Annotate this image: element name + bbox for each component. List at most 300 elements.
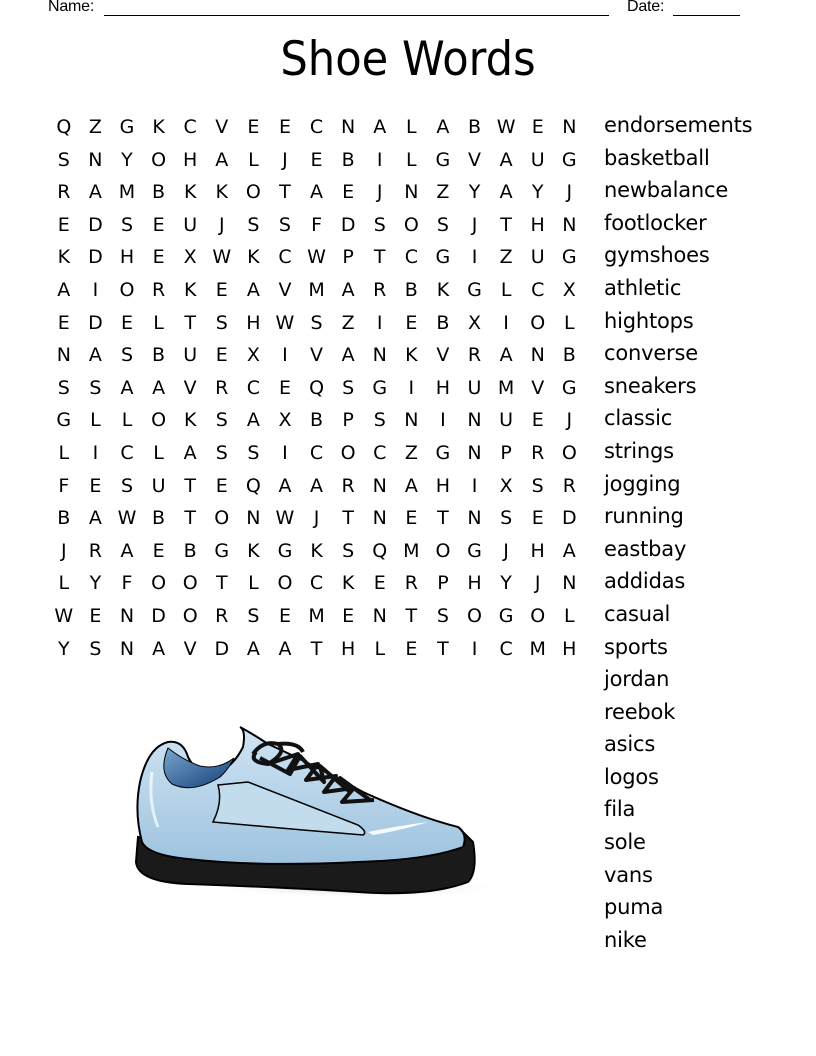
grid-cell[interactable]: R [373,278,387,301]
grid-cell[interactable]: S [531,474,544,497]
grid-cell[interactable]: Z [88,116,102,138]
grid-cell[interactable]: E [57,311,70,334]
grid-cell[interactable]: P [437,572,449,595]
grid-cell[interactable]: E [531,507,544,530]
grid-cell[interactable]: A [278,637,292,660]
grid-cell[interactable]: O [467,604,482,627]
grid-cell[interactable]: J [471,213,478,236]
grid-cell[interactable]: H [119,246,135,269]
grid-cell[interactable]: W [117,507,137,530]
grid-cell[interactable]: V [310,344,324,367]
grid-cell[interactable]: C [309,572,324,595]
grid-cell[interactable]: E [278,116,291,138]
grid-cell[interactable]: L [564,604,575,627]
grid-cell[interactable]: C [183,116,197,138]
grid-cell[interactable]: E [373,572,386,595]
grid-cell[interactable]: K [310,539,323,562]
grid-cell[interactable]: E [152,246,165,269]
grid-cell[interactable]: A [499,344,513,367]
grid-cell[interactable]: X [468,311,482,334]
grid-cell[interactable]: U [183,213,198,236]
grid-cell[interactable]: E [278,376,291,399]
grid-cell[interactable]: R [215,376,229,399]
grid-cell[interactable]: J [534,572,541,595]
grid-cell[interactable]: T [184,507,196,530]
grid-cell[interactable]: Z [436,181,450,204]
grid-cell[interactable]: J [218,213,225,236]
grid-cell[interactable]: E [57,213,70,236]
grid-cell[interactable]: L [406,116,417,138]
grid-cell[interactable]: C [499,637,513,660]
word-list-item: reebok [604,699,676,724]
grid-cell[interactable]: A [310,474,324,497]
grid-cell[interactable]: G [119,116,135,138]
grid-cell[interactable]: K [183,278,197,301]
grid-cell[interactable]: N [372,604,387,627]
grid-cell[interactable]: A [278,474,292,497]
grid-cell[interactable]: V [215,116,229,138]
grid-cell[interactable]: R [57,181,71,204]
grid-cell[interactable]: O [119,278,135,301]
grid-cell[interactable]: D [88,311,103,334]
grid-cell[interactable]: T [184,311,196,334]
grid-cell[interactable]: I [376,148,383,171]
grid-cell[interactable]: I [471,637,478,660]
grid-cell[interactable]: T [437,637,449,660]
grid-cell[interactable]: S [120,213,134,236]
grid-cell[interactable]: D [214,637,230,660]
grid-cell[interactable]: J [503,539,509,562]
grid-cell[interactable]: B [57,507,71,530]
grid-cell[interactable]: A [183,441,197,464]
grid-cell[interactable]: O [561,441,577,464]
grid-cell[interactable]: M [308,278,325,301]
grid-cell[interactable]: L [248,148,259,171]
grid-cell[interactable]: C [404,246,418,269]
grid-cell[interactable]: E [89,604,102,627]
grid-cell[interactable]: E [342,181,355,204]
grid-cell[interactable]: O [214,507,230,530]
grid-cell[interactable]: D [151,604,166,627]
grid-cell[interactable]: N [404,409,419,432]
grid-cell[interactable]: N [341,116,356,138]
grid-cell[interactable]: Q [56,116,72,138]
grid-cell[interactable]: D [561,507,577,530]
grid-cell[interactable]: H [530,539,545,562]
grid-cell[interactable]: I [471,246,478,269]
grid-cell[interactable]: S [57,148,70,171]
grid-cell[interactable]: C [278,246,292,269]
grid-cell[interactable]: Z [499,246,513,269]
grid-cell[interactable]: N [404,181,419,204]
grid-cell[interactable]: F [311,213,323,236]
grid-cell[interactable]: S [247,441,260,464]
grid-cell[interactable]: A [562,539,576,562]
grid-cell[interactable]: R [215,604,229,627]
grid-cell[interactable]: O [245,181,261,204]
grid-cell[interactable]: T [184,474,196,497]
grid-cell[interactable]: A [88,181,102,204]
grid-cell[interactable]: D [340,213,356,236]
grid-cell[interactable]: B [467,116,482,138]
grid-cell[interactable]: B [152,507,166,530]
grid-cell[interactable]: M [497,376,515,399]
grid-cell[interactable]: D [88,213,103,236]
grid-cell[interactable]: O [435,539,451,562]
grid-cell[interactable]: A [373,116,387,138]
grid-cell[interactable]: E [310,148,323,171]
grid-cell[interactable]: G [435,441,451,464]
grid-cell[interactable]: A [499,148,513,171]
grid-cell[interactable]: P [500,441,512,464]
grid-cell[interactable]: A [499,181,513,204]
grid-cell[interactable]: W [54,604,74,627]
grid-cell[interactable]: O [182,604,198,627]
grid-cell[interactable]: G [561,148,577,171]
grid-cell[interactable]: E [120,311,133,334]
grid-cell[interactable]: G [372,376,388,399]
grid-cell[interactable]: T [373,246,386,269]
grid-cell[interactable]: M [308,604,325,627]
grid-cell[interactable]: V [468,148,482,171]
grid-cell[interactable]: H [340,637,356,660]
grid-cell[interactable]: S [89,637,102,660]
grid-cell[interactable]: E [89,474,102,497]
grid-cell[interactable]: O [151,148,167,171]
grid-cell[interactable]: Y [121,148,133,171]
grid-cell[interactable]: J [566,409,573,432]
grid-cell[interactable]: V [278,278,292,301]
grid-cell[interactable]: J [313,507,320,530]
grid-cell[interactable]: X [562,278,576,301]
grid-cell[interactable]: G [214,539,230,562]
grid-cell[interactable]: B [341,148,355,171]
grid-cell[interactable]: N [372,344,387,367]
grid-cell[interactable]: B [404,278,418,301]
grid-cell[interactable]: U [151,474,166,497]
grid-cell[interactable]: H [467,572,482,595]
grid-cell[interactable]: S [278,213,291,236]
grid-cell[interactable]: E [531,409,544,432]
grid-cell[interactable]: G [56,409,72,432]
grid-cell[interactable]: R [341,474,355,497]
grid-cell[interactable]: I [471,474,478,497]
grid-cell[interactable]: S [373,213,386,236]
grid-cell[interactable]: W [212,246,232,269]
grid-cell[interactable]: X [246,344,260,367]
grid-cell[interactable]: O [277,572,293,595]
grid-cell[interactable]: S [215,441,228,464]
grid-cell[interactable]: A [246,637,260,660]
grid-cell[interactable]: A [341,278,355,301]
grid-cell[interactable]: G [498,604,514,627]
grid-cell[interactable]: H [435,376,451,399]
word-list-item: footlocker [604,210,707,235]
grid-cell[interactable]: V [531,376,545,399]
grid-cell[interactable]: R [151,278,166,301]
grid-cell[interactable]: V [183,637,197,660]
grid-cell[interactable]: H [530,213,545,236]
grid-cell[interactable]: A [246,409,260,432]
grid-cell[interactable]: E [215,278,228,301]
grid-cell[interactable]: L [500,278,512,301]
grid-cell[interactable]: O [151,409,167,432]
grid-cell[interactable]: X [499,474,513,497]
grid-cell[interactable]: G [277,539,293,562]
grid-cell[interactable]: K [405,344,418,367]
grid-cell[interactable]: C [531,278,545,301]
grid-cell[interactable]: V [436,344,450,367]
grid-cell[interactable]: A [57,278,71,301]
grid-cell[interactable]: X [278,409,292,432]
grid-cell[interactable]: H [246,311,261,334]
grid-cell[interactable]: S [500,507,513,530]
grid-cell[interactable]: A [152,637,166,660]
grid-cell[interactable]: S [342,539,355,562]
grid-cell[interactable]: K [57,246,71,269]
grid-cell[interactable]: L [90,409,101,432]
grid-cell[interactable]: G [561,376,577,399]
grid-cell[interactable]: S [342,376,355,399]
grid-cell[interactable]: N [246,507,261,530]
grid-cell[interactable]: X [183,246,197,269]
grid-cell[interactable]: A [88,507,102,530]
grid-cell[interactable]: E [342,604,355,627]
grid-cell[interactable]: L [248,572,259,595]
grid-cell[interactable]: W [275,311,295,334]
word-list-item: gymshoes [604,243,710,268]
grid-cell[interactable]: N [467,507,482,530]
grid-cell[interactable]: U [530,246,545,269]
grid-cell[interactable]: Z [341,311,355,334]
grid-cell[interactable]: E [152,539,165,562]
grid-cell[interactable]: E [278,604,291,627]
grid-cell[interactable]: A [310,181,324,204]
grid-cell[interactable]: I [92,278,99,301]
grid-cell[interactable]: A [341,344,355,367]
grid-cell[interactable]: E [405,507,418,530]
word-list-item: casual [604,601,671,626]
grid-cell[interactable]: A [404,474,418,497]
grid-cell[interactable]: K [152,116,165,138]
grid-cell[interactable]: Y [500,572,512,595]
grid-cell[interactable]: H [562,637,577,660]
grid-cell[interactable]: S [436,604,449,627]
grid-cell[interactable]: N [372,474,387,497]
grid-cell[interactable]: Y [531,181,544,204]
grid-cell[interactable]: J [376,181,383,204]
word-list-item: hightops [604,308,694,333]
grid-cell[interactable]: E [405,311,418,334]
grid-cell[interactable]: N [467,441,482,464]
grid-cell[interactable]: S [89,376,102,399]
grid-cell[interactable]: A [246,278,260,301]
grid-cell[interactable]: B [183,539,197,562]
grid-cell[interactable]: O [403,213,419,236]
grid-cell[interactable]: K [341,572,355,595]
grid-cell[interactable]: S [310,311,323,334]
grid-cell[interactable]: S [120,344,134,367]
grid-cell[interactable]: R [404,572,418,595]
grid-cell[interactable]: E [215,474,228,497]
grid-cell[interactable]: S [57,376,70,399]
grid-cell[interactable]: J [566,181,573,204]
grid-cell[interactable]: K [215,181,228,204]
grid-cell[interactable]: R [531,441,545,464]
grid-cell[interactable]: W [496,116,516,138]
grid-cell[interactable]: Y [89,572,102,595]
grid-cell[interactable]: T [215,572,228,595]
grid-cell[interactable]: M [403,539,420,562]
grid-cell[interactable]: B [310,409,324,432]
grid-cell[interactable]: W [307,246,326,269]
grid-cell[interactable]: Y [57,637,70,660]
letter-grid [48,111,585,665]
grid-cell[interactable]: N [119,637,135,660]
grid-cell[interactable]: K [436,278,450,301]
grid-cell[interactable]: U [467,376,482,399]
grid-cell[interactable]: C [120,441,134,464]
grid-cell[interactable]: A [88,344,102,367]
grid-cell[interactable]: N [119,604,135,627]
grid-cell[interactable]: E [152,213,165,236]
word-list-item: sneakers [604,373,697,398]
grid-cell[interactable]: B [562,344,576,367]
grid-cell[interactable]: L [564,311,575,334]
grid-cell[interactable]: L [58,572,70,595]
grid-cell[interactable]: O [530,604,546,627]
grid-cell[interactable]: L [121,409,133,432]
grid-cell[interactable]: N [467,409,482,432]
grid-cell[interactable]: T [342,507,354,530]
grid-cell[interactable]: F [121,572,133,595]
grid-cell[interactable]: U [499,409,514,432]
grid-cell[interactable]: N [562,116,577,138]
grid-cell[interactable]: L [58,441,70,464]
grid-cell[interactable]: Q [372,539,388,562]
grid-cell[interactable]: U [530,148,545,171]
grid-cell[interactable]: R [562,474,576,497]
grid-cell[interactable]: R [88,539,102,562]
grid-cell[interactable]: E [215,344,228,367]
grid-cell[interactable]: S [247,604,260,627]
grid-cell[interactable]: C [309,441,324,464]
grid-cell[interactable]: I [408,376,415,399]
grid-cell[interactable]: A [436,116,450,138]
grid-cell[interactable]: W [275,507,295,530]
grid-cell[interactable]: Q [245,474,261,497]
grid-cell[interactable]: Q [309,376,325,399]
grid-cell[interactable]: C [309,116,324,138]
grid-cell[interactable]: C [373,441,387,464]
grid-cell[interactable]: E [531,116,544,138]
grid-cell[interactable]: A [120,376,134,399]
grid-cell[interactable]: V [183,376,197,399]
grid-cell[interactable]: I [282,344,288,367]
grid-cell[interactable]: O [530,311,546,334]
grid-cell[interactable]: N [530,344,545,367]
grid-cell[interactable]: E [405,637,418,660]
grid-cell[interactable]: M [118,181,136,204]
grid-cell[interactable]: T [500,213,512,236]
grid-cell[interactable]: J [282,148,288,171]
grid-cell[interactable]: I [376,311,383,334]
grid-cell[interactable]: B [152,181,166,204]
grid-cell[interactable]: Z [404,441,418,464]
grid-cell[interactable]: A [120,539,134,562]
grid-cell[interactable]: B [152,344,166,367]
grid-cell[interactable]: N [562,572,577,595]
grid-cell[interactable]: K [183,181,197,204]
grid-cell[interactable]: S [436,213,449,236]
grid-cell[interactable]: S [120,474,134,497]
grid-cell[interactable]: S [373,409,386,432]
grid-cell[interactable]: O [151,572,167,595]
grid-cell[interactable]: H [435,474,451,497]
grid-cell[interactable]: L [153,311,164,334]
grid-cell[interactable]: I [92,441,99,464]
grid-cell[interactable]: P [342,409,354,432]
grid-cell[interactable]: O [340,441,356,464]
grid-cell[interactable]: N [562,213,577,236]
grid-cell[interactable]: J [60,539,67,562]
grid-cell[interactable]: L [406,148,417,171]
date-field[interactable] [673,15,740,16]
grid-cell[interactable]: B [436,311,450,334]
grid-cell[interactable]: S [215,311,228,334]
grid-cell[interactable]: I [440,409,446,432]
grid-cell[interactable]: U [183,344,198,367]
grid-cell[interactable]: M [529,637,546,660]
grid-cell[interactable]: S [247,213,260,236]
grid-cell[interactable]: I [503,311,509,334]
word-list-item: sole [604,830,646,855]
grid-cell[interactable]: S [215,409,228,432]
grid-cell[interactable]: A [215,148,229,171]
grid-cell[interactable]: K [247,246,260,269]
grid-cell[interactable]: T [437,507,449,530]
grid-cell[interactable]: K [183,409,197,432]
grid-cell[interactable]: C [246,376,260,399]
grid-cell[interactable]: Y [468,181,481,204]
grid-cell[interactable]: G [467,539,482,562]
grid-cell[interactable]: T [279,181,291,204]
grid-cell[interactable]: G [467,278,482,301]
grid-cell[interactable]: G [435,148,451,171]
grid-cell[interactable]: N [88,148,103,171]
grid-cell[interactable]: H [183,148,198,171]
grid-cell[interactable]: O [182,572,198,595]
grid-cell[interactable]: L [374,637,386,660]
grid-cell[interactable]: E [247,116,260,138]
grid-cell[interactable]: T [310,637,323,660]
grid-cell[interactable]: D [88,246,103,269]
grid-cell[interactable]: N [372,507,387,530]
grid-cell[interactable]: R [467,344,482,367]
word-list-item: running [604,504,684,529]
grid-cell[interactable]: G [561,246,577,269]
grid-cell[interactable]: G [435,246,451,269]
grid-cell[interactable]: T [405,604,418,627]
grid-cell[interactable]: A [152,376,166,399]
name-field[interactable] [104,15,609,16]
grid-cell[interactable]: F [58,474,70,497]
grid-cell[interactable]: P [342,246,354,269]
grid-cell[interactable]: L [153,441,164,464]
grid-cell[interactable]: N [56,344,71,367]
grid-cell[interactable]: I [282,441,288,464]
grid-cell[interactable]: K [247,539,260,562]
